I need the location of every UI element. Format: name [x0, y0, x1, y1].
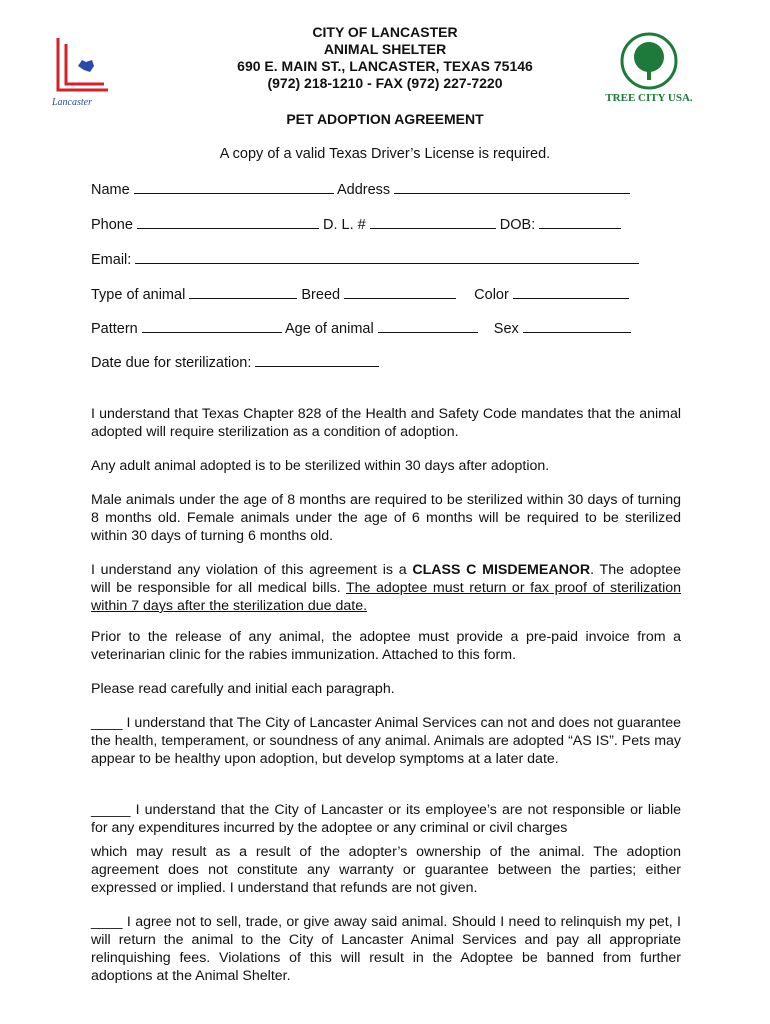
- tree-city-text: TREE CITY USA.: [605, 92, 693, 104]
- pattern-row: [91, 319, 631, 337]
- proof-requirement-text: The adoptee must return or fax proof of sterilization within 7 days after the sterilization due date.: [91, 580, 681, 614]
- name-row: [91, 180, 630, 198]
- paragraph-age-requirements: Male animals under the age of 8 months are required to be sterilized within 30 days of turning 8 months old. Female animals under the age of 6 months will be required to be sterilized within 30 days of turning 6 months old.: [91, 492, 681, 544]
- paragraph-violation: [91, 561, 681, 615]
- paragraph-no-resale: ____ I agree not to sell, trade, or give away said animal. Should I need to relinquish my pet, I will return the animal to the City of Lancaster Animal Services and pay all appropriate relinquishing fees. Violations of this will result in the Adoptee be banned from further adoptions at the Animal Shelter.: [91, 914, 681, 984]
- sterilization-label: Date due for sterilization:: [91, 355, 252, 371]
- paragraph-chapter-828: I understand that Texas Chapter 828 of the Health and Safety Code mandates that the animal adopted will require sterilization as a condition of adoption.: [91, 406, 681, 440]
- email-field[interactable]: [135, 250, 639, 264]
- breed-label: Breed: [301, 287, 341, 303]
- violation-text: I understand any violation of this agreement is a: [91, 562, 413, 578]
- dob-field[interactable]: [539, 215, 621, 229]
- type-label: Type of animal: [91, 287, 186, 303]
- document-title: PET ADOPTION AGREEMENT: [286, 111, 484, 127]
- misdemeanor-text: CLASS C MISDEMEANOR: [412, 562, 591, 578]
- sex-label: Sex: [493, 321, 519, 337]
- medical-bills-text: . The adoptee will be responsible for all medical bills.: [91, 562, 681, 596]
- color-field[interactable]: [513, 285, 629, 299]
- sterilization-row: [91, 353, 379, 371]
- color-label: Color: [474, 287, 509, 303]
- address-label: Address: [336, 182, 391, 198]
- breed-field[interactable]: [344, 285, 456, 299]
- paragraph-rabies: Prior to the release of any animal, the adoptee must provide a pre-paid invoice from a veterinarian clinic for the rabies immunization. Attached to this form.: [91, 629, 681, 663]
- address-line: 690 E. MAIN ST., LANCASTER, TEXAS 75146: [237, 58, 533, 74]
- name-label: Name: [91, 182, 130, 198]
- email-label: Email:: [91, 252, 132, 268]
- license-note: A copy of a valid Texas Driver’s License is required.: [219, 146, 551, 162]
- phone-fax-line: (972) 218-1210 - FAX (972) 227-7220: [267, 75, 503, 91]
- lancaster-logo-text: Lancaster: [52, 97, 92, 108]
- phone-field[interactable]: [137, 215, 319, 229]
- address-field[interactable]: [394, 180, 630, 194]
- pattern-label: Pattern: [91, 321, 138, 337]
- sterilization-field[interactable]: [255, 353, 379, 367]
- dl-label: D. L. #: [323, 217, 366, 233]
- city-name: CITY OF LANCASTER: [312, 24, 458, 40]
- sex-field[interactable]: [523, 319, 631, 333]
- email-row: [91, 250, 639, 268]
- phone-label: Phone: [91, 217, 133, 233]
- paragraph-adult-sterilization: Any adult animal adopted is to be sterilized within 30 days after adoption.: [91, 458, 550, 474]
- animal-row: [91, 285, 629, 303]
- dob-label: DOB:: [499, 217, 536, 233]
- shelter-name: ANIMAL SHELTER: [323, 41, 447, 57]
- paragraph-read-carefully: Please read carefully and initial each paragraph.: [91, 681, 395, 697]
- paragraph-as-is: ____ I understand that The City of Lancaster Animal Services can not and does not guarantee the health, temperament, or soundness of any animal. Animals are adopted “AS IS”. Pets may appear to be healthy upon adoption, but develop symptoms at a later date.: [91, 715, 681, 767]
- phone-row: [91, 215, 621, 233]
- dl-field[interactable]: [370, 215, 496, 229]
- paragraph-liability-a: _____ I understand that the City of Lancaster or its employee’s are not responsible or liable for any expenditures incurred by the adoptee or any criminal or civil charges: [91, 802, 681, 836]
- age-field[interactable]: [378, 319, 478, 333]
- paragraph-liability-b: which may result as a result of the adopter’s ownership of the animal. The adoption agreement does not constitute any warranty or guarantee between the parties; either expressed or implied. I understand that refunds are not given.: [91, 844, 681, 896]
- name-field[interactable]: [134, 180, 334, 194]
- pattern-field[interactable]: [142, 319, 282, 333]
- type-field[interactable]: [189, 285, 297, 299]
- age-label: Age of animal: [285, 321, 374, 337]
